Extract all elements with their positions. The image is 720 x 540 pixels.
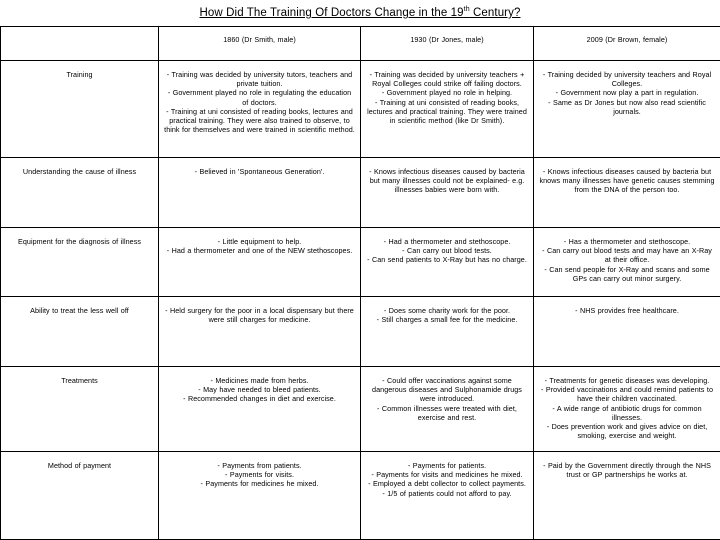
cell-less-well-off-1860	[159, 297, 361, 367]
header-cell-1860: 1860 (Dr Smith, male)	[159, 27, 361, 61]
cell-line: - Paid by the Government directly through the NHS trust or GP partnerships he works at.	[543, 461, 711, 480]
cell-treatments-1930	[361, 367, 534, 452]
cell-line: - Payments for medicines he mixed.	[200, 479, 319, 489]
comparison-table	[0, 26, 720, 540]
cell-payment-2009	[534, 452, 720, 540]
cell-line: - Medicines made from herbs.	[210, 376, 309, 385]
cell-line: - Can carry out blood tests and may have an X-Ray at their office.	[542, 246, 712, 265]
cell-payment-1860	[159, 452, 361, 540]
cell-line: - Can send people for X-Ray and scans and some GPs can carry out minor surgery.	[544, 264, 710, 283]
cell-payment-1930	[361, 452, 534, 540]
row-label-understanding: Understanding the cause of illness	[1, 158, 159, 228]
cell-line: - Training at uni consisted of reading books, lectures and practical training. They were also trained to observe, to think for themselves and were trained in scientific method.	[164, 106, 355, 135]
cell-treatments-2009	[534, 367, 720, 452]
table-row	[1, 61, 720, 158]
cell-equipment-2009	[534, 228, 720, 297]
cell-line: - Believed in 'Spontaneous Generation'.	[194, 167, 325, 176]
cell-line: - Training was decided by university teachers + Royal Colleges could strike off failing doctors.	[369, 70, 525, 89]
cell-line: - Government played no role in helping.	[381, 88, 513, 98]
cell-line: - Does prevention work and gives advice on diet, smoking, exercise and weight.	[546, 422, 708, 441]
cell-line: - Knows infectious diseases caused by bacteria but many illnesses could not be explained- e.g. illnesses babies were born with.	[369, 167, 525, 195]
cell-training-1860	[159, 61, 361, 158]
row-label-payment: Method of payment	[1, 452, 159, 540]
cell-line: - Payments from patients.	[217, 461, 302, 470]
cell-equipment-1860	[159, 228, 361, 297]
cell-line: - Payments for patients.	[407, 461, 487, 470]
cell-line: - Could offer vaccinations against some dangerous diseases and Sulphonamide drugs were introduced.	[372, 376, 522, 404]
cell-line: - Same as Dr Jones but now also read scientific journals.	[548, 97, 706, 116]
cell-understanding-1930	[361, 158, 534, 228]
row-label-treatments: Treatments	[1, 367, 159, 452]
cell-line: - Can carry out blood tests.	[402, 246, 492, 256]
cell-line: - Can send patients to X-Ray but has no charge.	[367, 255, 527, 265]
cell-line: - Had a thermometer and stethoscope.	[383, 237, 511, 246]
cell-line: - Knows infectious diseases caused by bacteria but knows many illnesses have genetic causes stemming from the DNA of the person too.	[539, 167, 715, 195]
cell-less-well-off-2009	[534, 297, 720, 367]
cell-line: - 1/5 of patients could not afford to pay.	[382, 488, 512, 498]
cell-line: - Still charges a small fee for the medicine.	[376, 315, 518, 325]
table-row	[1, 228, 720, 297]
header-cell-2009: 2009 (Dr Brown, female)	[534, 27, 720, 61]
cell-line: - Held surgery for the poor in a local dispensary but there were still charges for medicine.	[165, 306, 354, 325]
cell-line: - Little equipment to help.	[217, 237, 302, 246]
table-row	[1, 452, 720, 540]
header-corner-cell	[1, 27, 159, 61]
row-label-less-well-off: Ability to treat the less well off	[1, 297, 159, 367]
cell-treatments-1860	[159, 367, 361, 452]
cell-line: - Recommended changes in diet and exercise.	[183, 394, 336, 404]
row-label-equipment: Equipment for the diagnosis of illness	[1, 228, 159, 297]
page-title-prefix: How Did The Training Of Doctors Change in the 19	[199, 7, 464, 19]
cell-line: - A wide range of antibiotic drugs for common illnesses.	[552, 403, 702, 422]
cell-line: - Payments for visits and medicines he mixed.	[371, 470, 523, 480]
page-title-superscript: th	[463, 6, 470, 14]
cell-line: - Provided vaccinations and could remind patients to have their children vaccinated.	[540, 385, 713, 404]
cell-understanding-2009	[534, 158, 720, 228]
page-title-suffix: Century?	[469, 7, 521, 19]
cell-line: - Treatments for genetic diseases was developing.	[544, 376, 710, 385]
cell-line: - Has a thermometer and stethoscope.	[563, 237, 691, 246]
cell-line: - Does some charity work for the poor.	[383, 306, 511, 315]
cell-line: - Government now play a part in regulation.	[555, 88, 699, 98]
cell-line: - Government played no role in regulating the education of doctors.	[167, 88, 352, 107]
cell-training-2009	[534, 61, 720, 158]
table-row	[1, 367, 720, 452]
cell-equipment-1930	[361, 228, 534, 297]
header-row	[1, 27, 720, 61]
header-cell-1930: 1930 (Dr Jones, male)	[361, 27, 534, 61]
cell-line: - Training was decided by university tutors, teachers and private tuition.	[166, 70, 353, 89]
page-title	[0, 7, 720, 19]
cell-understanding-1860	[159, 158, 361, 228]
cell-line: - Training at uni consisted of reading books, lectures and practical training. They were trained in scientific method (like Dr Smith).	[367, 97, 527, 126]
cell-line: - Had a thermometer and one of the NEW stethoscopes.	[166, 246, 353, 256]
table-row	[1, 158, 720, 228]
cell-line: - May have needed to bleed patients.	[198, 385, 321, 395]
cell-line: - Employed a debt collector to collect payments.	[368, 479, 526, 489]
table-row	[1, 297, 720, 367]
cell-line: - Payments for visits.	[225, 470, 294, 480]
cell-less-well-off-1930	[361, 297, 534, 367]
cell-line: - Training decided by university teachers and Royal Colleges.	[542, 70, 712, 89]
row-label-training: Training	[1, 61, 159, 158]
cell-line: - Common illnesses were treated with diet, exercise and rest.	[377, 403, 517, 422]
cell-line: - NHS provides free healthcare.	[575, 306, 679, 315]
cell-training-1930	[361, 61, 534, 158]
